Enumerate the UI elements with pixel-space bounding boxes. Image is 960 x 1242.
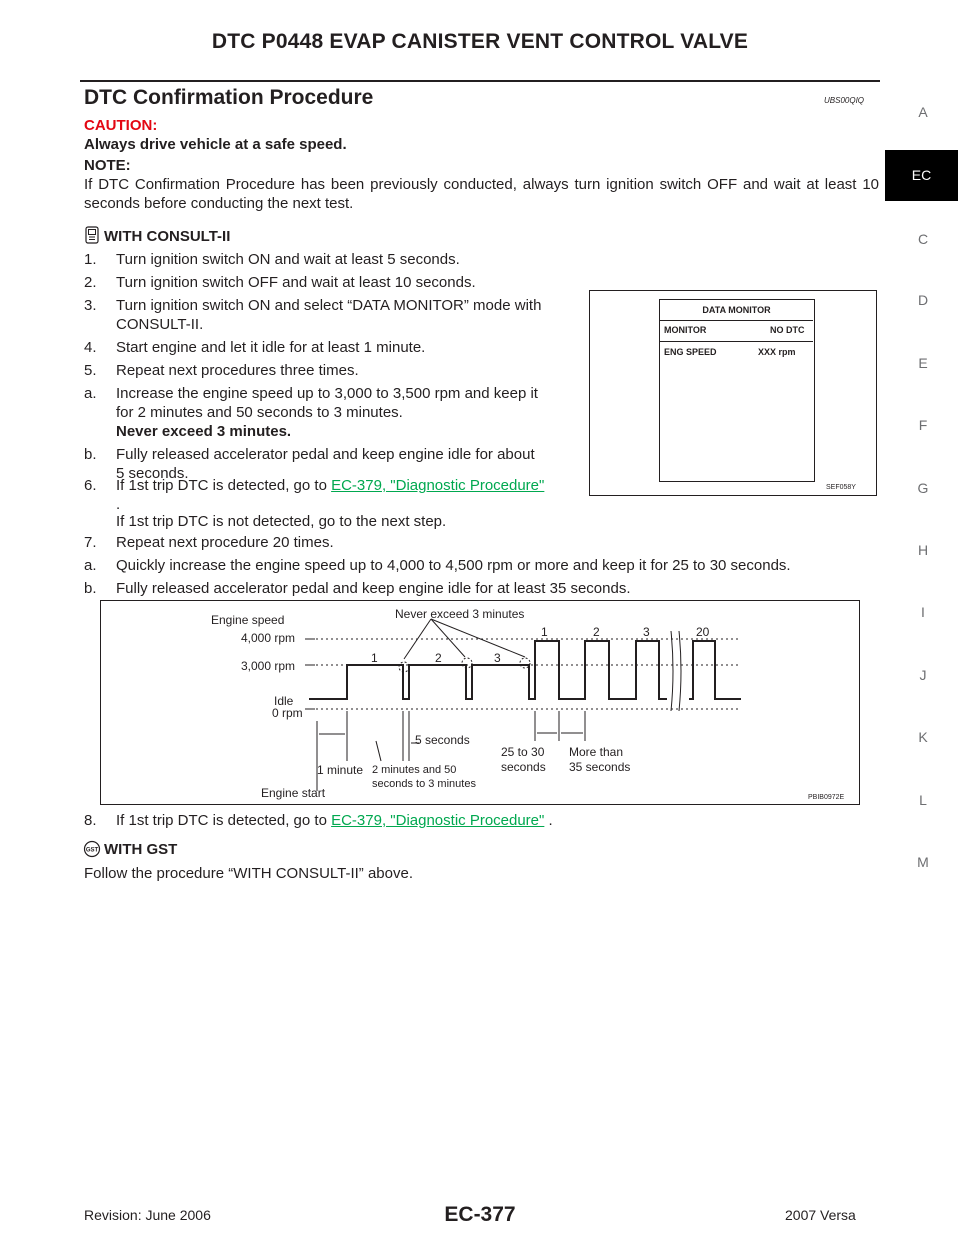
y-label-3000: 3,000 rpm bbox=[241, 659, 296, 673]
monitor-row-label: ENG SPEED bbox=[664, 347, 717, 357]
side-tab-d[interactable]: D bbox=[917, 292, 929, 308]
gst-text: Follow the procedure “WITH CONSULT-II” above. bbox=[84, 865, 413, 882]
step-number: a. bbox=[84, 385, 97, 402]
side-tab-c[interactable]: C bbox=[917, 231, 929, 247]
y-label-idle: Idle bbox=[274, 694, 294, 708]
footer-revision: Revision: June 2006 bbox=[84, 1207, 211, 1223]
figure-code: SEF058Y bbox=[826, 484, 856, 491]
five-seconds-label: 5 seconds bbox=[415, 733, 470, 747]
one-minute-label: 1 minute bbox=[317, 763, 364, 777]
side-tab-a[interactable]: A bbox=[918, 104, 928, 120]
step-text: Turn ignition switch ON and select “DATA MONITOR” mode with bbox=[116, 297, 542, 314]
side-tab-g[interactable]: G bbox=[917, 480, 929, 496]
footer-model: 2007 Versa bbox=[785, 1207, 856, 1223]
step-text-cont: . bbox=[116, 496, 121, 513]
section-title: DTC Confirmation Procedure bbox=[84, 86, 374, 109]
step-number: 4. bbox=[84, 339, 97, 356]
section-id: UBS00QIQ bbox=[824, 96, 865, 105]
step-number: 5. bbox=[84, 362, 97, 379]
side-tab-k[interactable]: K bbox=[918, 729, 928, 745]
step-text: Fully released accelerator pedal and keep engine idle for about bbox=[116, 446, 535, 463]
side-tab-l[interactable]: L bbox=[919, 792, 927, 808]
step-text: If 1st trip DTC is detected, go to bbox=[116, 477, 332, 494]
step-text-cont: . bbox=[544, 812, 553, 829]
gst-heading: WITH GST bbox=[104, 841, 178, 858]
side-tab-ec[interactable]: EC bbox=[885, 150, 958, 201]
step-text-cont: for 2 minutes and 50 seconds to 3 minutes. bbox=[116, 404, 403, 421]
engine-start-label: Engine start bbox=[261, 786, 326, 800]
data-monitor-figure bbox=[589, 290, 877, 496]
caution-label: CAUTION: bbox=[84, 117, 158, 134]
page-header-title: DTC P0448 EVAP CANISTER VENT CONTROL VALVE bbox=[211, 30, 749, 53]
cycle-label-3: 3 bbox=[494, 651, 501, 665]
step-number: 3. bbox=[84, 297, 97, 314]
step-text: Quickly increase the engine speed up to 4,000 to 4,500 rpm or more and keep it for 25 to 30 seconds. bbox=[116, 557, 791, 574]
note-label: NOTE: bbox=[84, 157, 131, 174]
y-label-0: 0 rpm bbox=[272, 706, 303, 720]
step-text-cont: CONSULT-II. bbox=[116, 316, 204, 333]
side-tab-h[interactable]: H bbox=[917, 542, 929, 558]
y-label-4000: 4,000 rpm bbox=[241, 631, 296, 645]
repeat-label-2: 2 bbox=[593, 625, 600, 639]
side-tab-m[interactable]: M bbox=[917, 854, 929, 870]
monitor-col2: NO DTC bbox=[770, 325, 805, 335]
repeat-label-20: 20 bbox=[696, 625, 710, 639]
step-number: a. bbox=[84, 557, 97, 574]
svg-text:GST: GST bbox=[85, 847, 99, 854]
header-divider bbox=[80, 80, 880, 82]
monitor-row-value: XXX rpm bbox=[758, 347, 796, 357]
step-text: Fully released accelerator pedal and keep engine idle for at least 35 seconds. bbox=[116, 580, 631, 597]
consult-heading: WITH CONSULT-II bbox=[104, 228, 231, 245]
side-tab-f[interactable]: F bbox=[918, 417, 928, 433]
more-than-label-1: More than bbox=[569, 745, 624, 759]
side-tab-j[interactable]: J bbox=[919, 667, 927, 683]
caution-text: Always drive vehicle at a safe speed. bbox=[84, 136, 347, 153]
monitor-col1: MONITOR bbox=[664, 325, 707, 335]
never-exceed-label: Never exceed 3 minutes bbox=[395, 607, 525, 621]
two-minutes-label-2: seconds to 3 minutes bbox=[372, 778, 476, 790]
engine-speed-figure bbox=[100, 600, 860, 805]
step-number: b. bbox=[84, 580, 97, 597]
step-number: b. bbox=[84, 446, 97, 463]
side-tab-i[interactable]: I bbox=[921, 604, 925, 620]
y-axis-title: Engine speed bbox=[211, 613, 285, 627]
step-number: 1. bbox=[84, 251, 97, 268]
step-warning: Never exceed 3 minutes. bbox=[116, 423, 292, 440]
step-text: If 1st trip DTC is detected, go to bbox=[116, 812, 332, 829]
step-number: 7. bbox=[84, 534, 97, 551]
step-text: Turn ignition switch ON and wait at least 5 seconds. bbox=[116, 251, 460, 268]
two-minutes-label-1: 2 minutes and 50 bbox=[372, 764, 457, 776]
step-text: Turn ignition switch OFF and wait at least 10 seconds. bbox=[116, 274, 476, 291]
diagnostic-procedure-link[interactable]: EC-379, "Diagnostic Procedure" bbox=[331, 477, 545, 494]
side-tab-e[interactable]: E bbox=[918, 355, 928, 371]
monitor-screen bbox=[659, 299, 815, 482]
step-number: 6. bbox=[84, 477, 97, 494]
step-number: 8. bbox=[84, 812, 97, 829]
step-number: 2. bbox=[84, 274, 97, 291]
cycle-label-2: 2 bbox=[435, 651, 442, 665]
figure-code: PBIB0972E bbox=[808, 794, 845, 801]
more-than-label-2: 35 seconds bbox=[569, 760, 631, 774]
gst-icon bbox=[83, 840, 101, 863]
step-text: Repeat next procedure 20 times. bbox=[116, 534, 334, 551]
step-text-cont: 5 seconds. bbox=[116, 465, 189, 482]
diagnostic-procedure-link[interactable]: EC-379, "Diagnostic Procedure" bbox=[331, 812, 545, 829]
monitor-column-header bbox=[660, 320, 813, 342]
cycle-label-1: 1 bbox=[371, 651, 378, 665]
twentyfive-seconds-label-1: 25 to 30 bbox=[501, 745, 545, 759]
consult-icon bbox=[84, 226, 100, 249]
step-text: Repeat next procedures three times. bbox=[116, 362, 359, 379]
footer-page-number: EC-377 bbox=[444, 1203, 516, 1226]
repeat-label-1: 1 bbox=[541, 625, 548, 639]
repeat-label-3: 3 bbox=[643, 625, 650, 639]
step-text: Increase the engine speed up to 3,000 to 3,500 rpm and keep it bbox=[116, 385, 538, 402]
twentyfive-seconds-label-2: seconds bbox=[501, 760, 546, 774]
step-text: Start engine and let it idle for at least 1 minute. bbox=[116, 339, 426, 356]
monitor-title: DATA MONITOR bbox=[660, 300, 813, 321]
step-text-cont: If 1st trip DTC is not detected, go to the next step. bbox=[116, 513, 447, 530]
note-text: If DTC Confirmation Procedure has been previously conducted, always turn ignition switch OFF and wait at least 10 seconds before conducting the next test. bbox=[84, 176, 879, 212]
